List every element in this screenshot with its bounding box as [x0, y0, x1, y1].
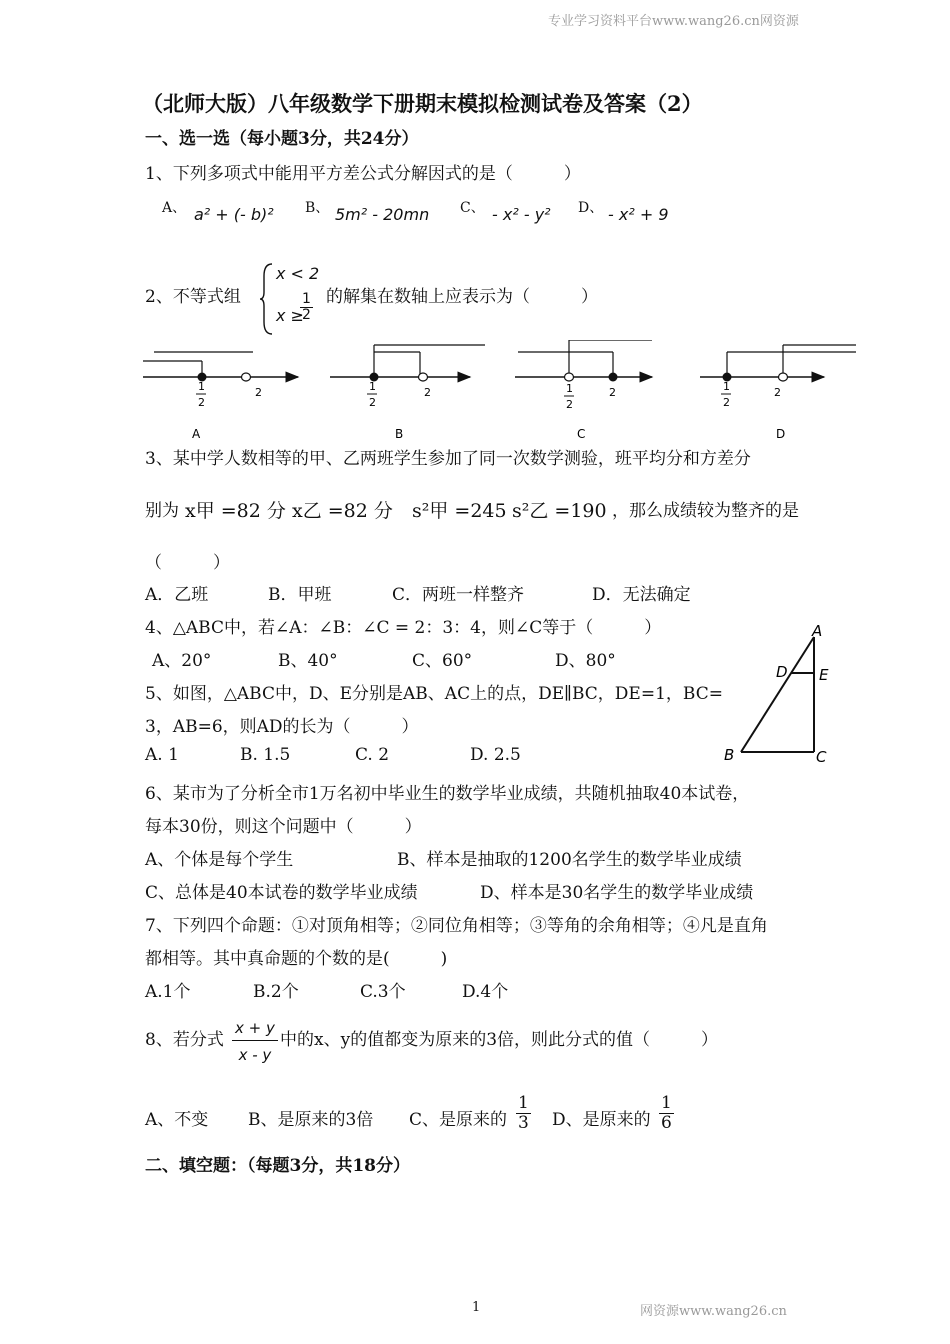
q3-option-a: A．乙班 [145, 585, 209, 605]
q2-c-half-num: 1 [566, 382, 573, 395]
q7-option-a: A.1个 [145, 982, 191, 1002]
q2-ineq2-fraction [300, 292, 313, 324]
q8-suffix: 中的x、y的值都变为原来的3倍，则此分式的值（ ） [280, 1030, 719, 1050]
q2-ineq2: x ≥ [276, 306, 304, 325]
q3-option-c: C．两班一样整齐 [392, 585, 525, 605]
q3-mean-jia: x甲 =82 分 [185, 500, 286, 522]
q2-ineq1: x < 2 [276, 264, 320, 283]
q4-option-c: C、60° [412, 651, 473, 671]
q6-option-d: D、样本是30名学生的数学毕业成绩 [480, 883, 754, 903]
q5-option-c: C. 2 [355, 745, 390, 765]
q8-frac-den: x - y [238, 1045, 272, 1064]
q4-option-a: A、20° [152, 651, 212, 671]
q8-optc-num: 1 [518, 1093, 529, 1113]
q3-mean-yi: x乙 =82 分 [292, 500, 393, 522]
q6-option-a: A、个体是每个学生 [145, 850, 294, 870]
q1-expr-d: - x² + 9 [608, 205, 669, 224]
q8-prefix: 8、若分式 [145, 1030, 224, 1050]
q2-option-b-label: B [395, 427, 404, 441]
q7-option-b: B.2个 [253, 982, 299, 1002]
q2-option-c-line[interactable] [515, 340, 652, 441]
q3-line2-prefix: 别为 [145, 501, 179, 521]
q2-b-half-den: 2 [369, 396, 376, 409]
q2-a-two: 2 [255, 386, 262, 399]
q5-line1: 5、如图，△ABC中，D、E分别是AB、AC上的点，DE∥BC，DE=1，BC= [145, 684, 723, 704]
q2-brace [258, 262, 276, 336]
q2-option-a-line[interactable] [143, 352, 298, 441]
q8-optd-num: 1 [661, 1093, 672, 1113]
q3-option-d: D．无法确定 [592, 585, 691, 605]
q2-number-lines [140, 340, 860, 445]
q4-stem: 4、△ABC中，若∠A：∠B：∠C = 2：3：4，则∠C等于（ ） [145, 618, 662, 638]
section2-heading: 二、填空题：（每题3分，共18分） [145, 1156, 410, 1176]
q5-label-a: A [812, 622, 823, 640]
q7-line1: 7、下列四个命题：①对顶角相等；②同位角相等；③等角的余角相等；④凡是直角 [145, 916, 768, 936]
q2-prefix: 2、不等式组 [145, 287, 241, 307]
q1-expr-a: a² + (- b)² [194, 205, 274, 224]
q8-option-b: B、是原来的3倍 [248, 1110, 374, 1130]
q8-option-a: A、不变 [145, 1110, 209, 1130]
q2-option-c-label: C [577, 427, 586, 441]
q1-label-b: B、 [305, 200, 330, 216]
q3-var-jia: s²甲 =245 [412, 500, 507, 522]
q2-b-half-num: 1 [369, 380, 376, 393]
q1-expr-c: - x² - y² [492, 205, 551, 224]
q5-label-d: D [776, 663, 788, 681]
q2-frac-den: 2 [302, 307, 311, 324]
q5-option-b: B. 1.5 [240, 745, 291, 765]
q7-option-d: D.4个 [462, 982, 509, 1002]
section1-heading: 一、选一选（每小题3分，共24分） [145, 129, 419, 149]
q2-b-two: 2 [424, 386, 431, 399]
q6-option-b: B、样本是抽取的1200名学生的数学毕业成绩 [397, 850, 742, 870]
q3-paren: （ ） [145, 553, 230, 573]
q2-suffix: 的解集在数轴上应表示为（ ） [326, 287, 598, 307]
q8-frac-num: x + y [232, 1020, 278, 1041]
footer-watermark: 网资源www.wang26.cn [640, 1304, 787, 1319]
q6-line1: 6、某市为了分析全市1万名初中毕业生的数学毕业成绩，共随机抽取40本试卷， [145, 784, 750, 804]
q2-d-half-den: 2 [723, 396, 730, 409]
q1-stem: 1、下列多项式中能用平方差公式分解因式的是（ ） [145, 164, 581, 184]
q2-c-half-den: 2 [566, 398, 573, 411]
q1-label-a: A、 [162, 200, 187, 216]
q2-option-a-label: A [192, 427, 201, 441]
q8-option-d-fraction [659, 1094, 674, 1132]
q1-label-d: D、 [578, 200, 604, 216]
q2-a-half-num: 1 [198, 380, 205, 393]
q2-option-d-line[interactable] [700, 345, 856, 441]
q1-label-c: C、 [460, 200, 485, 216]
q8-option-c: C、是原来的 [409, 1110, 508, 1130]
q5-triangle-figure [718, 620, 838, 770]
q2-a-half-den: 2 [198, 396, 205, 409]
q8-option-c-fraction [516, 1094, 531, 1132]
page-title: （北师大版）八年级数学下册期末模拟检测试卷及答案（2） [142, 91, 703, 116]
q3-option-b: B．甲班 [268, 585, 332, 605]
q3-line2-suffix: ，那么成绩较为整齐的是 [612, 501, 799, 521]
q6-line2: 每本30份，则这个问题中（ ） [145, 817, 422, 837]
q3-line1: 3、某中学人数相等的甲、乙两班学生参加了同一次数学测验，班平均分和方差分 [145, 449, 751, 469]
page-number: 1 [472, 1300, 481, 1315]
q2-c-two: 2 [609, 386, 616, 399]
q5-option-a: A. 1 [145, 745, 179, 765]
q6-option-c: C、总体是40本试卷的数学毕业成绩 [145, 883, 418, 903]
q8-optd-den: 6 [661, 1112, 672, 1133]
q4-option-d: D、80° [555, 651, 616, 671]
q4-option-b: B、40° [278, 651, 338, 671]
q2-d-half-num: 1 [723, 380, 730, 393]
q5-line2: 3，AB=6，则AD的长为（ ） [145, 717, 419, 737]
q2-frac-num: 1 [302, 291, 311, 307]
q2-d-two: 2 [774, 386, 781, 399]
q2-option-b-line[interactable] [330, 345, 485, 441]
q7-option-c: C.3个 [360, 982, 406, 1002]
header-watermark: 专业学习资料平台www.wang26.cn网资源 [548, 14, 799, 29]
q7-line2: 都相等。其中真命题的个数的是( ) [145, 949, 448, 969]
q5-label-b: B [724, 746, 735, 764]
q8-fraction [232, 1020, 278, 1063]
q8-option-d: D、是原来的 [552, 1110, 651, 1130]
q5-label-e: E [819, 666, 829, 684]
q5-label-c: C [816, 748, 827, 766]
q1-expr-b: 5m² - 20mn [335, 205, 430, 224]
q3-var-yi: s²乙 =190 [512, 500, 607, 522]
q8-optc-den: 3 [518, 1112, 529, 1133]
q5-option-d: D. 2.5 [470, 745, 521, 765]
q2-option-d-label: D [776, 427, 786, 441]
